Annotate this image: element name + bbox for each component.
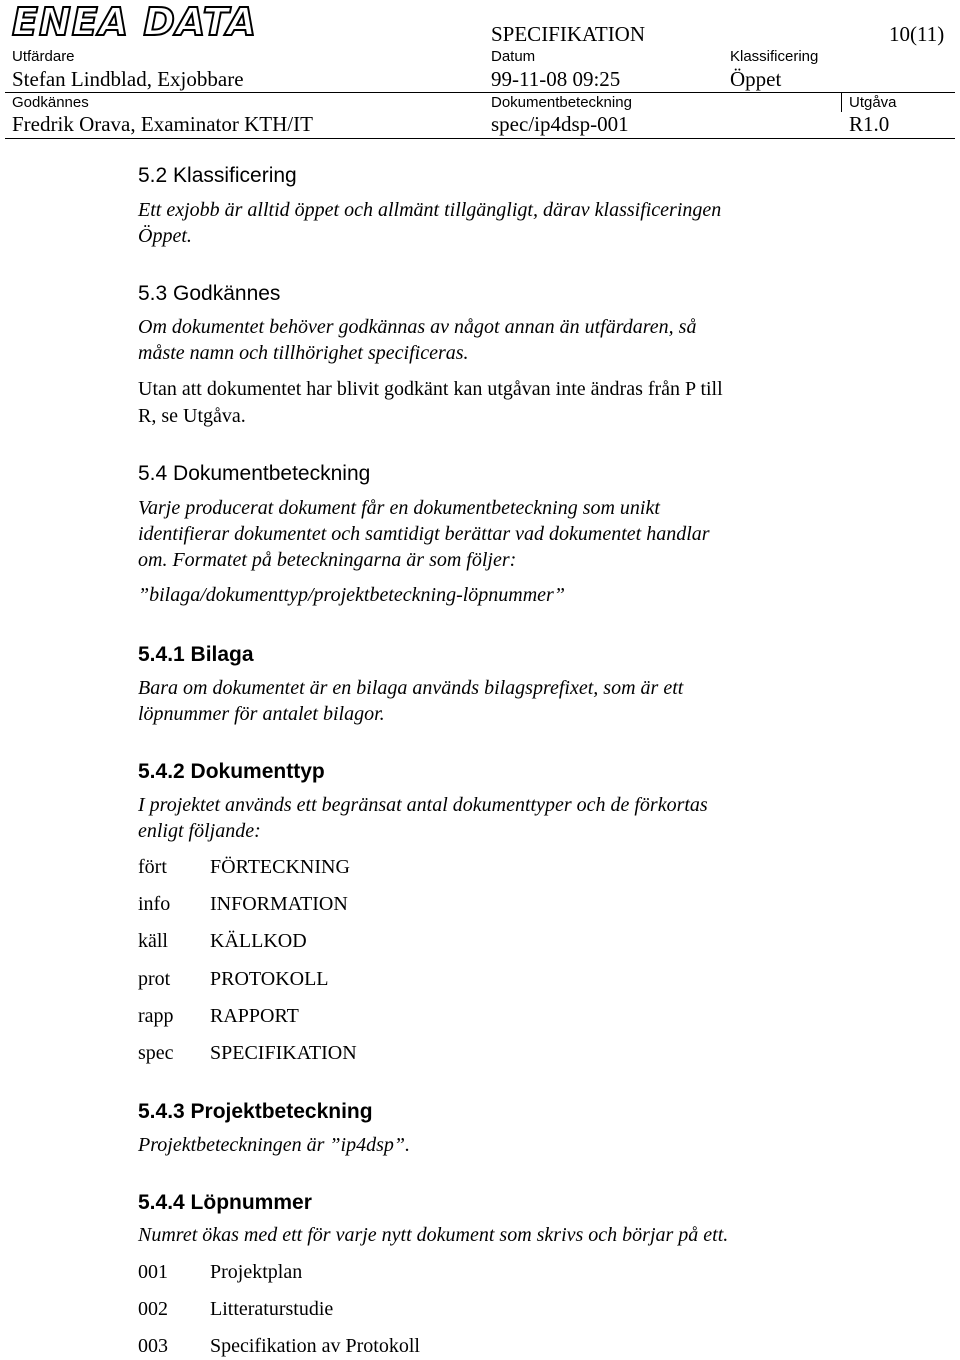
utgava-divider (841, 93, 842, 112)
section-5-4-text: om. Formatet på beteckningarna är som följer: (138, 549, 517, 571)
dokumentbeteckning-label: Dokumentbeteckning (491, 94, 632, 111)
doctype-abbr: spec (138, 1042, 174, 1064)
doctype-name: FÖRTECKNING (210, 856, 350, 878)
section-5-4-text: Varje producerat dokument får en dokumentbeteckning som unikt (138, 497, 660, 519)
utgava-label: Utgåva (849, 94, 897, 111)
datum-label: Datum (491, 48, 536, 65)
serial-number: 003 (138, 1335, 168, 1357)
section-5-4-2-text: I projektet används ett begränsat antal dokumenttyper och de förkortas (138, 794, 708, 816)
doctype-abbr: prot (138, 968, 171, 990)
klassificering-value: Öppet (730, 67, 782, 91)
company-logo: ENEA DATA (12, 0, 258, 44)
section-5-4-3-text: Projektbeteckningen är ”ip4dsp”. (138, 1134, 410, 1156)
serial-number: 002 (138, 1298, 168, 1320)
section-5-4-1-text: Bara om dokumentet är en bilaga används bilagsprefixet, som är ett (138, 677, 684, 699)
section-5-3-text: R, se Utgåva. (138, 405, 246, 427)
section-5-3-text: Om dokumentet behöver godkännas av något annan än utfärdaren, så (138, 316, 697, 338)
header-divider-2 (5, 138, 955, 139)
utfardare-value: Stefan Lindblad, Exjobbare (12, 67, 244, 91)
section-5-4-heading: 5.4 Dokumentbeteckning (138, 462, 371, 485)
serial-document-name: Litteraturstudie (210, 1298, 334, 1320)
section-5-4-2-text: enligt följande: (138, 820, 261, 842)
doctype-name: SPECIFIKATION (210, 1042, 357, 1064)
serial-document-name: Specifikation av Protokoll (210, 1335, 420, 1357)
page-number: 10(11) (889, 22, 945, 46)
utfardare-label: Utfärdare (12, 48, 75, 65)
section-5-4-1-heading: 5.4.1 Bilaga (138, 643, 254, 666)
dokumentbeteckning-value: spec/ip4dsp-001 (491, 112, 629, 136)
klassificering-label: Klassificering (730, 48, 819, 65)
section-5-3-text: Utan att dokumentet har blivit godkänt kan utgåvan inte ändras från P till (138, 378, 723, 400)
section-5-4-4-heading: 5.4.4 Löpnummer (138, 1191, 312, 1214)
serial-number: 001 (138, 1261, 168, 1283)
doctype-name: KÄLLKOD (210, 930, 307, 952)
section-5-2-text: Öppet. (138, 225, 192, 247)
section-5-3-text: måste namn och tillhörighet specificeras. (138, 342, 469, 364)
header-divider-1 (5, 92, 955, 93)
section-5-4-4-text: Numret ökas med ett för varje nytt dokument som skrivs och börjar på ett. (138, 1224, 729, 1246)
document-type: SPECIFIKATION (491, 22, 646, 46)
utgava-value: R1.0 (849, 112, 890, 136)
section-5-4-2-heading: 5.4.2 Dokumenttyp (138, 760, 325, 783)
datum-value: 99-11-08 09:25 (491, 67, 621, 91)
serial-document-name: Projektplan (210, 1261, 303, 1283)
doctype-abbr: fört (138, 856, 167, 878)
doctype-name: PROTOKOLL (210, 968, 329, 990)
doctype-abbr: rapp (138, 1005, 174, 1027)
section-5-2-text: Ett exjobb är alltid öppet och allmänt tillgängligt, därav klassificeringen (138, 199, 722, 221)
format-pattern: ”bilaga/dokumenttyp/projektbeteckning-löpnummer” (138, 584, 565, 606)
section-5-4-3-heading: 5.4.3 Projektbeteckning (138, 1100, 373, 1123)
doctype-name: RAPPORT (210, 1005, 299, 1027)
doctype-abbr: käll (138, 930, 168, 952)
doctype-name: INFORMATION (210, 893, 348, 915)
godkannes-label: Godkännes (12, 94, 89, 111)
section-5-2-heading: 5.2 Klassificering (138, 164, 297, 187)
doctype-abbr: info (138, 893, 171, 915)
section-5-4-1-text: löpnummer för antalet bilagor. (138, 703, 385, 725)
section-5-3-heading: 5.3 Godkännes (138, 282, 281, 305)
section-5-4-text: identifierar dokumentet och samtidigt berättar vad dokumentet handlar (138, 523, 710, 545)
godkannes-value: Fredrik Orava, Examinator KTH/IT (12, 112, 313, 136)
